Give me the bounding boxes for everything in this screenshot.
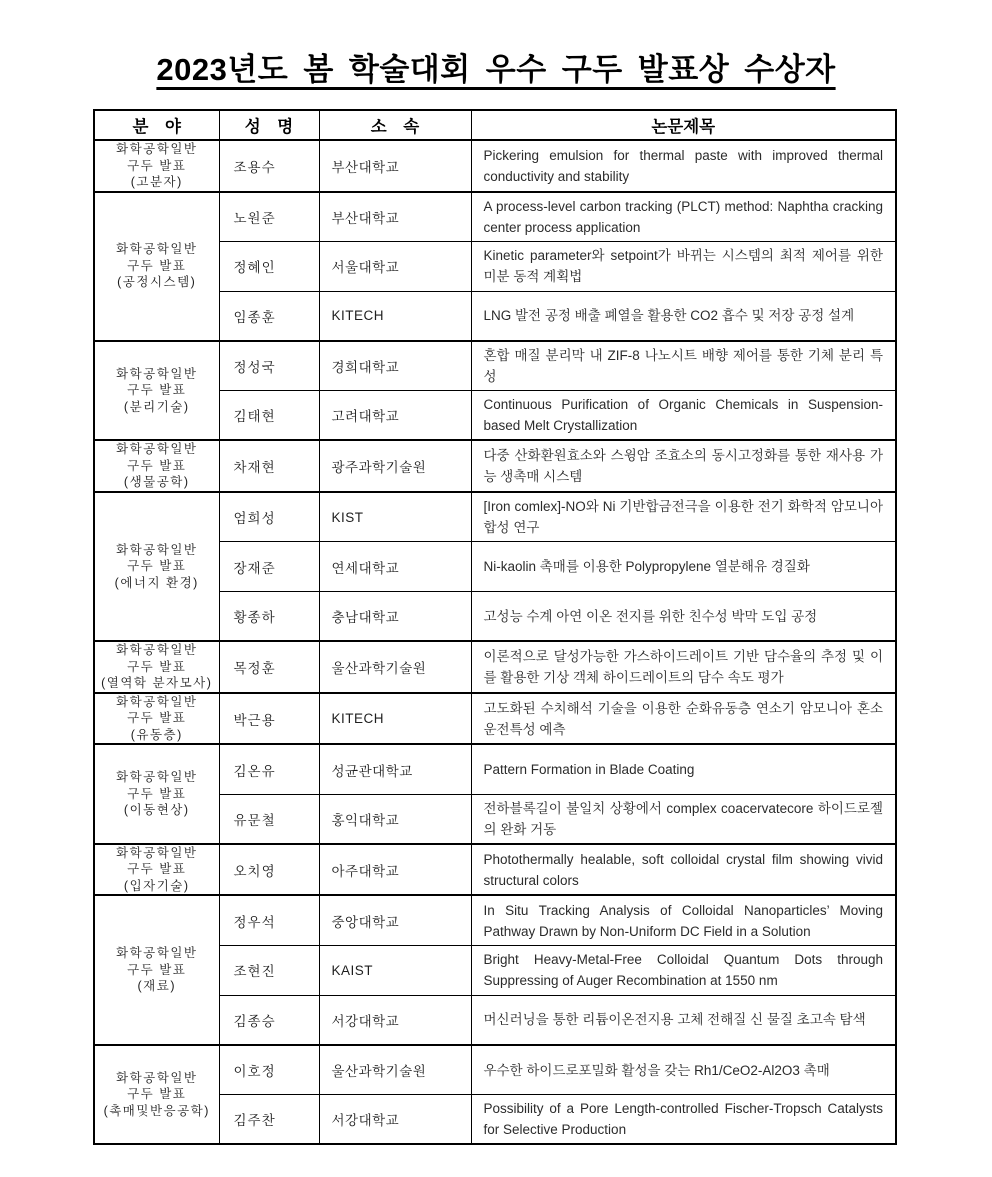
field-cell (94, 693, 219, 745)
table-row (94, 844, 896, 896)
name-cell: 정우석 (219, 895, 319, 945)
table-body (94, 140, 896, 1144)
table-row (94, 1045, 896, 1095)
paper-title-cell: Pattern Formation in Blade Coating (471, 744, 896, 794)
field-line: (입자기술) (123, 878, 190, 893)
affiliation-cell: 부산대학교 (319, 140, 471, 192)
name-cell: 김온유 (219, 744, 319, 794)
paper-title-cell: Possibility of a Pore Length-controlled Fischer-Tropsch Catalysts for Selective Production (471, 1095, 896, 1145)
column-header-affiliation: 소 속 (319, 110, 471, 140)
paper-title-cell: Continuous Purification of Organic Chemicals in Suspension-based Melt Crystallization (471, 391, 896, 441)
affiliation-cell: 연세대학교 (319, 542, 471, 592)
affiliation-cell: 울산과학기술원 (319, 1045, 471, 1095)
field-line: 화학공학일반 (116, 946, 198, 961)
field-line: (분리기술) (123, 399, 190, 414)
name-cell: 오치영 (219, 844, 319, 896)
name-cell: 차재현 (219, 440, 319, 492)
paper-title-cell: [Iron comlex]-NO와 Ni 기반합금전극을 이용한 전기 화학적 암모니아 합성 연구 (471, 492, 896, 542)
affiliation-cell: 광주과학기술원 (319, 440, 471, 492)
table-row (94, 492, 896, 542)
column-header-field: 분 야 (94, 110, 219, 140)
field-line: 구두 발표 (127, 458, 187, 473)
field-line: 구두 발표 (127, 559, 187, 574)
field-line: 화학공학일반 (116, 643, 198, 658)
name-cell: 정성국 (219, 341, 319, 391)
field-line: 화학공학일반 (116, 442, 198, 457)
table-row (94, 192, 896, 242)
table-row (94, 140, 896, 192)
column-header-name: 성 명 (219, 110, 319, 140)
field-cell (94, 440, 219, 492)
field-cell (94, 192, 219, 341)
name-cell: 목정훈 (219, 641, 319, 693)
paper-title-cell: Kinetic parameter와 setpoint가 바뀌는 시스템의 최적 제어를 위한 미분 동적 계획법 (471, 241, 896, 291)
affiliation-cell: 중앙대학교 (319, 895, 471, 945)
paper-title-cell: 이론적으로 달성가능한 가스하이드레이트 기반 담수율의 추정 및 이를 활용한 기상 객체 하이드레이트의 담수 속도 평가 (471, 641, 896, 693)
field-line: 구두 발표 (127, 258, 187, 273)
table-row (94, 440, 896, 492)
paper-title-cell: In Situ Tracking Analysis of Colloidal Nanoparticles’ Moving Pathway Drawn by Non-Uniform DC Field in a Solution (471, 895, 896, 945)
field-line: (에너지 환경) (114, 575, 199, 590)
name-cell: 조용수 (219, 140, 319, 192)
field-line: (고분자) (130, 175, 183, 189)
affiliation-cell: 경희대학교 (319, 341, 471, 391)
awards-table (93, 109, 897, 1145)
name-cell: 임종훈 (219, 291, 319, 341)
affiliation-cell: 고려대학교 (319, 391, 471, 441)
field-cell (94, 895, 219, 1044)
field-line: 화학공학일반 (116, 845, 198, 860)
paper-title-cell: Bright Heavy-Metal-Free Colloidal Quantum Dots through Suppressing of Auger Recombination at 1550 nm (471, 945, 896, 995)
paper-title-cell: Photothermally healable, soft colloidal crystal film showing vivid structural colors (471, 844, 896, 896)
name-cell: 엄희성 (219, 492, 319, 542)
field-line: 화학공학일반 (116, 770, 198, 785)
column-header-paper-title: 논문제목 (471, 110, 896, 140)
field-line: 화학공학일반 (116, 694, 198, 709)
field-line: 화학공학일반 (116, 1070, 198, 1085)
field-line: 구두 발표 (127, 158, 187, 173)
field-cell (94, 744, 219, 844)
paper-title-cell: 고성능 수계 아연 이온 전지를 위한 친수성 박막 도입 공정 (471, 592, 896, 642)
name-cell: 노원준 (219, 192, 319, 242)
affiliation-cell: 서강대학교 (319, 995, 471, 1045)
name-cell: 이호정 (219, 1045, 319, 1095)
paper-title-cell: 전하블록길이 불일치 상황에서 complex coacervatecore 하이드로젤의 완화 거동 (471, 794, 896, 844)
name-cell: 박근용 (219, 693, 319, 745)
field-cell (94, 1045, 219, 1145)
field-line: 구두 발표 (127, 383, 187, 398)
name-cell: 김주찬 (219, 1095, 319, 1145)
table-header (94, 110, 896, 140)
name-cell: 정혜인 (219, 241, 319, 291)
name-cell: 황종하 (219, 592, 319, 642)
field-line: 구두 발표 (127, 862, 187, 877)
affiliation-cell: 충남대학교 (319, 592, 471, 642)
paper-title-cell: Ni-kaolin 촉매를 이용한 Polypropylene 열분해유 경질화 (471, 542, 896, 592)
name-cell: 유문철 (219, 794, 319, 844)
document-title: 2023년도 봄 학술대회 우수 구두 발표상 수상자 (156, 52, 836, 87)
name-cell: 김태현 (219, 391, 319, 441)
affiliation-cell: 아주대학교 (319, 844, 471, 896)
affiliation-cell: 홍익대학교 (319, 794, 471, 844)
field-cell (94, 641, 219, 693)
paper-title-cell: 머신러닝을 통한 리튬이온전지용 고체 전해질 신 물질 초고속 탐색 (471, 995, 896, 1045)
table-row (94, 744, 896, 794)
field-cell (94, 844, 219, 896)
name-cell: 장재준 (219, 542, 319, 592)
paper-title-cell: 다중 산화환원효소와 스윙암 조효소의 동시고정화를 통한 재사용 가능 생촉매 시스템 (471, 440, 896, 492)
field-line: (공정시스템) (117, 275, 197, 290)
affiliation-cell: KIST (319, 492, 471, 542)
field-line: 화학공학일반 (116, 142, 198, 156)
affiliation-cell: 성균관대학교 (319, 744, 471, 794)
affiliation-cell: 서울대학교 (319, 241, 471, 291)
table-row (94, 641, 896, 693)
paper-title-cell: LNG 발전 공정 배출 폐열을 활용한 CO2 흡수 및 저장 공정 설계 (471, 291, 896, 341)
field-line: 화학공학일반 (116, 242, 198, 257)
affiliation-cell: 부산대학교 (319, 192, 471, 242)
field-line: (이동현상) (123, 803, 190, 818)
paper-title-cell: 고도화된 수치해석 기술을 이용한 순화유동층 연소기 암모니아 혼소 운전특성 예측 (471, 693, 896, 745)
field-cell (94, 140, 219, 192)
affiliation-cell: 서강대학교 (319, 1095, 471, 1145)
field-line: (생물공학) (123, 475, 190, 490)
field-line: 구두 발표 (127, 659, 187, 674)
name-cell: 조현진 (219, 945, 319, 995)
affiliation-cell: KAIST (319, 945, 471, 995)
paper-title-cell: A process-level carbon tracking (PLCT) method: Naphtha cracking center process application (471, 192, 896, 242)
field-line: 화학공학일반 (116, 366, 198, 381)
paper-title-cell: 혼합 매질 분리막 내 ZIF-8 나노시트 배향 제어를 통한 기체 분리 특성 (471, 341, 896, 391)
paper-title-cell: 우수한 하이드로포밀화 활성을 갖는 Rh1/CeO2-Al2O3 촉매 (471, 1045, 896, 1095)
field-line: 화학공학일반 (116, 542, 198, 557)
field-line: 구두 발표 (127, 711, 187, 726)
affiliation-cell: KITECH (319, 291, 471, 341)
field-cell (94, 492, 219, 641)
name-cell: 김종승 (219, 995, 319, 1045)
table-row (94, 693, 896, 745)
field-line: 구두 발표 (127, 786, 187, 801)
table-row (94, 341, 896, 391)
field-line: (재료) (137, 979, 176, 994)
field-line: (촉매및반응공학) (103, 1103, 210, 1118)
field-line: (유동층) (130, 727, 183, 742)
field-line: (열역학 분자모사) (101, 676, 213, 691)
field-line: 구두 발표 (127, 962, 187, 977)
header-row (94, 110, 896, 140)
affiliation-cell: 울산과학기술원 (319, 641, 471, 693)
field-cell (94, 341, 219, 441)
table-row (94, 895, 896, 945)
field-line: 구두 발표 (127, 1087, 187, 1102)
paper-title-cell: Pickering emulsion for thermal paste with improved thermal conductivity and stability (471, 140, 896, 192)
affiliation-cell: KITECH (319, 693, 471, 745)
